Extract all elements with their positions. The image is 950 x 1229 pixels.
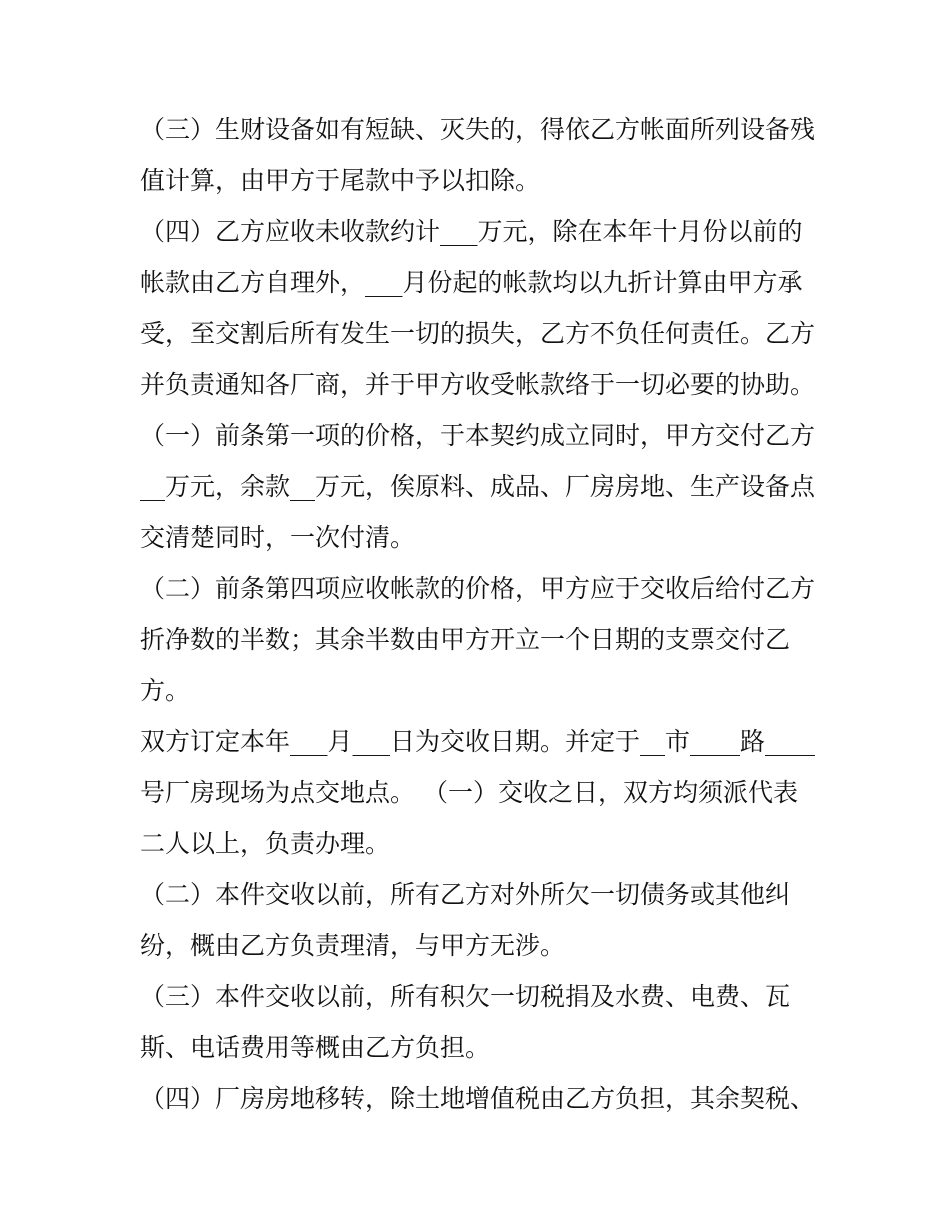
paragraph-receivable-payment: （二）前条第四项应收帐款的价格，甲方应于交收后给付乙方折净数的半数；其余半数由甲方开立一个日期的支票交付乙方。 [140,574,816,705]
paragraph-debts-before-delivery: （二）本件交收以前，所有乙方对外所欠一切债务或其他纠纷，概由乙方负责理清，与甲方无涉。 [140,880,791,960]
paragraph-property-transfer: （四）厂房房地移转，除土地增值税由乙方负担，其余契税、 [140,1084,816,1113]
document-body [140,104,820,1124]
paragraph-taxes-before-delivery: （三）本件交收以前，所有积欠一切税捐及水费、电费、瓦斯、电话费用等概由乙方负担。 [140,982,791,1062]
paragraph-equipment-shortage: （三）生财设备如有短缺、灭失的，得依乙方帐面所列设备残值计算，由甲方于尾款中予以扣除。 [140,115,816,195]
paragraph-receivables: （四）乙方应收未收款约计___万元，除在本年十月份以前的帐款由乙方自理外，___月份起的帐款均以九折计算由甲方承受，至交割后所有发生一切的损失，乙方不负任何责任。乙方并负责通知各厂商，并于甲方收受帐款络于一切必要的协助。 [140,217,816,399]
paragraph-delivery-date: 双方订定本年___月___日为交收日期。并定于__市____路____号厂房现场为点交地点。 （一）交收之日，双方均须派代表二人以上，负责办理。 [140,727,816,858]
paragraph-first-payment: （一）前条第一项的价格，于本契约成立同时，甲方交付乙方__万元，余款__万元，俟原料、成品、厂房房地、生产设备点交清楚同时，一次付清。 [140,421,816,552]
